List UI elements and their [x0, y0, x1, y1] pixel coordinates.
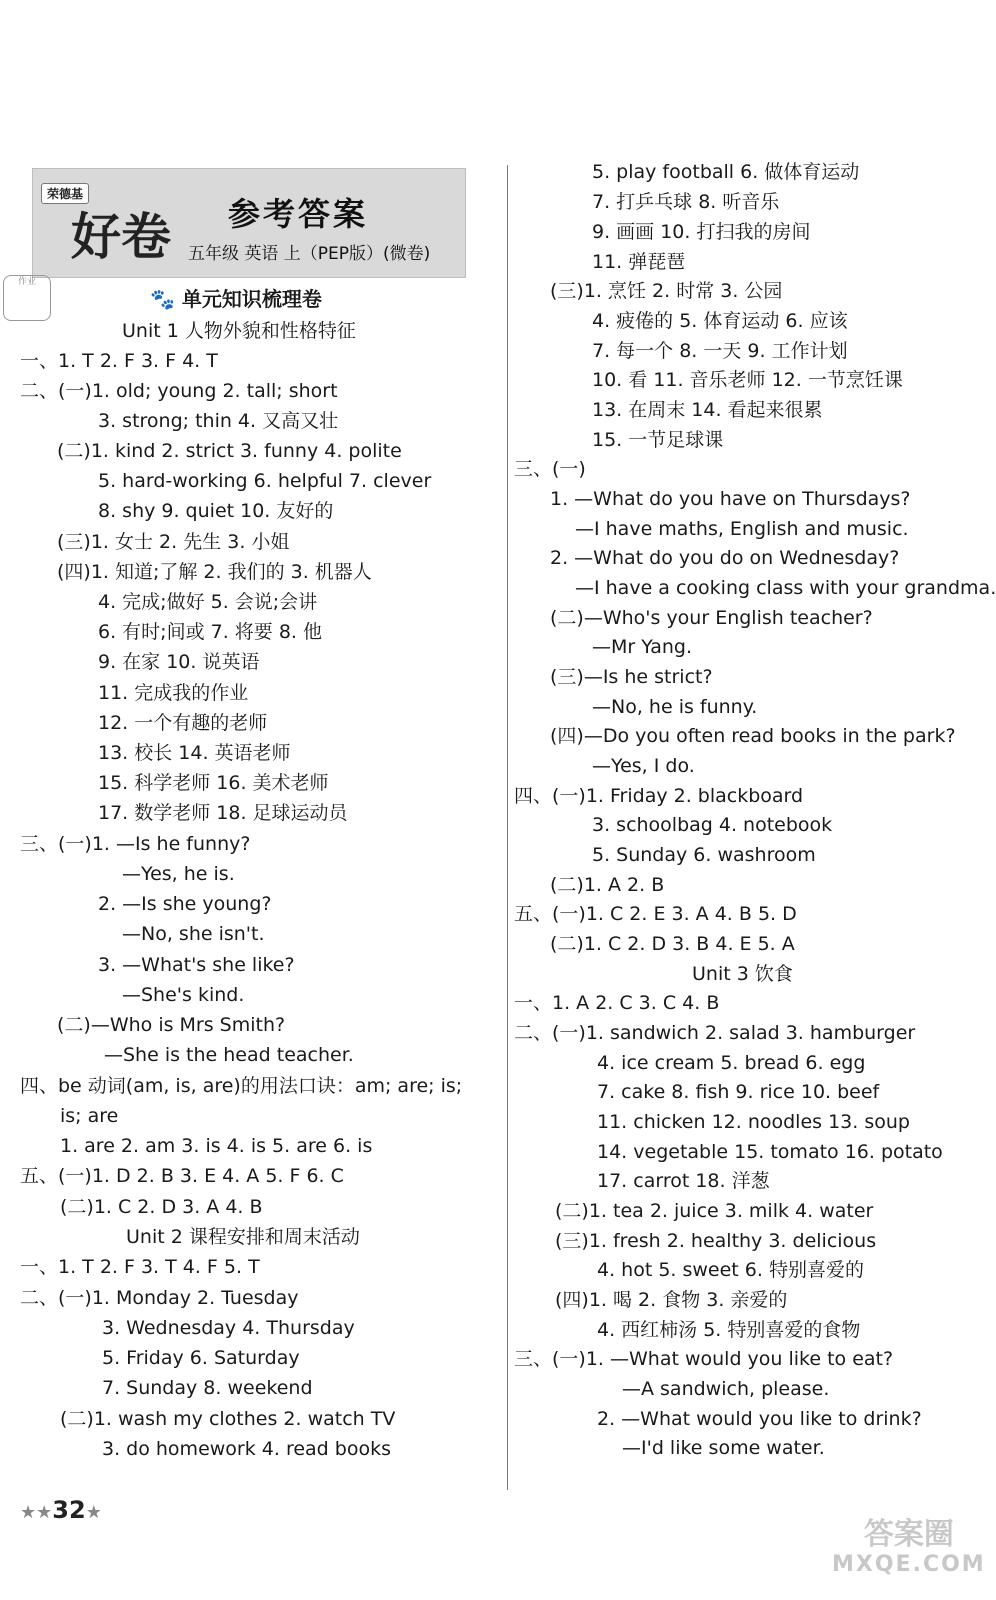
answer-line: (三)1. 女士 2. 先生 3. 小姐 [57, 531, 290, 553]
answer-line: (二)1. wash my clothes 2. watch TV [60, 1408, 396, 1430]
answer-line: 2. —What would you like to drink? [597, 1408, 922, 1430]
answer-line: 二、(一)1. Monday 2. Tuesday [20, 1287, 299, 1309]
answer-line: 9. 在家 10. 说英语 [98, 651, 260, 673]
answer-line: 5. Sunday 6. washroom [592, 844, 816, 866]
answer-line: 3. strong; thin 4. 又高又壮 [98, 410, 339, 432]
homework-stamp [3, 275, 51, 321]
answer-line: 1. —What do you have on Thursdays? [550, 488, 911, 510]
answer-line: 7. Sunday 8. weekend [102, 1377, 313, 1399]
answer-line: —I'd like some water. [622, 1437, 825, 1459]
answer-line: —Mr Yang. [592, 636, 693, 658]
answer-line: 2. —Is she young? [98, 893, 272, 915]
answer-line: 五、(一)1. C 2. E 3. A 4. B 5. D [514, 903, 797, 925]
answer-line: 三、(一)1. —Is he funny? [20, 833, 251, 855]
answer-line: 二、(一)1. old; young 2. tall; short [20, 380, 338, 402]
answer-line: 15. 一节足球课 [592, 429, 724, 451]
answer-line: 11. 弹琵琶 [592, 251, 686, 273]
star-icon: ★★ [20, 1502, 53, 1523]
answer-line: 11. 完成我的作业 [98, 682, 249, 704]
answer-line: 13. 校长 14. 英语老师 [98, 742, 291, 764]
answer-line: (二)—Who is Mrs Smith? [57, 1014, 286, 1036]
answer-line: 五、(一)1. D 2. B 3. E 4. A 5. F 6. C [20, 1165, 344, 1187]
answer-line: 17. carrot 18. 洋葱 [597, 1170, 770, 1192]
stamp-label: 作业 [17, 277, 36, 287]
answer-line: 二、(一)1. sandwich 2. salad 3. hamburger [514, 1022, 916, 1044]
section-title-text: 单元知识梳理卷 [181, 287, 322, 311]
answer-line: —No, he is funny. [592, 696, 758, 718]
page-subtitle: 五年级 英语 上（PEP版）(微卷) [188, 244, 431, 264]
answer-line: 三、(一)1. —What would you like to eat? [514, 1348, 894, 1370]
logo: 好卷 [71, 207, 171, 266]
answer-line: 17. 数学老师 18. 足球运动员 [98, 802, 348, 824]
column-divider [507, 165, 508, 1490]
answer-line: 5. hard-working 6. helpful 7. clever [98, 470, 432, 492]
answer-line: 4. 疲倦的 5. 体育运动 6. 应该 [592, 310, 848, 332]
answer-line: —I have a cooking class with your grandma. [575, 577, 996, 599]
answer-line: 一、1. A 2. C 3. C 4. B [514, 992, 720, 1014]
answer-line: —Yes, he is. [122, 863, 235, 885]
answer-line: 15. 科学老师 16. 美术老师 [98, 772, 329, 794]
answer-line: 12. 一个有趣的老师 [98, 712, 268, 734]
unit-2-heading: Unit 2 课程安排和周末活动 [126, 1226, 360, 1248]
answer-line: (三)—Is he strict? [550, 666, 713, 688]
watermark [832, 1517, 986, 1580]
unit-3-heading: Unit 3 饮食 [692, 963, 793, 985]
answer-line: 7. 每一个 8. 一天 9. 工作计划 [592, 340, 848, 362]
answer-line: 6. 有时;间或 7. 将要 8. 他 [98, 621, 322, 643]
answer-line: 5. play football 6. 做体育运动 [592, 161, 860, 183]
page-title: 参考答案 [228, 195, 369, 233]
answer-line: (二)1. C 2. D 3. B 4. E 5. A [550, 933, 795, 955]
answer-line: —She is the head teacher. [104, 1044, 354, 1066]
answer-line: 三、(一) [514, 458, 586, 480]
answer-line: 4. 完成;做好 5. 会说;会讲 [98, 591, 318, 613]
answer-line: 一、1. T 2. F 3. T 4. F 5. T [20, 1256, 260, 1278]
answer-line: 10. 看 11. 音乐老师 12. 一节烹饪课 [592, 369, 903, 391]
answer-line: (三)1. fresh 2. healthy 3. delicious [555, 1230, 877, 1252]
answer-line: (二)1. tea 2. juice 3. milk 4. water [555, 1200, 874, 1222]
watermark-sub: MXQE.COM [832, 1552, 986, 1577]
answer-line: 2. —What do you do on Wednesday? [550, 547, 900, 569]
answer-line: 11. chicken 12. noodles 13. soup [597, 1111, 910, 1133]
answer-line: 5. Friday 6. Saturday [102, 1347, 300, 1369]
answer-line: (二)—Who's your English teacher? [550, 607, 873, 629]
page-number-value: 32 [52, 1496, 86, 1524]
answer-line: 9. 画画 10. 打扫我的房间 [592, 221, 811, 243]
answer-key-banner [32, 168, 466, 278]
answer-line: 7. cake 8. fish 9. rice 10. beef [597, 1081, 880, 1103]
answer-line: (二)1. C 2. D 3. A 4. B [60, 1196, 263, 1218]
answer-line: 4. hot 5. sweet 6. 特别喜爱的 [597, 1259, 864, 1281]
answer-line: 14. vegetable 15. tomato 16. potato [597, 1141, 943, 1163]
answer-line: 4. 西红柿汤 5. 特别喜爱的食物 [597, 1319, 861, 1341]
answer-line: 8. shy 9. quiet 10. 友好的 [98, 500, 334, 522]
star-icon: ★ [85, 1502, 102, 1523]
brand-label: 荣德基 [41, 183, 89, 204]
answer-line: 3. schoolbag 4. notebook [592, 814, 833, 836]
answer-line: 4. ice cream 5. bread 6. egg [597, 1052, 866, 1074]
answer-line: 3. Wednesday 4. Thursday [102, 1317, 355, 1339]
answer-line: (四)1. 喝 2. 食物 3. 亲爱的 [555, 1289, 788, 1311]
answer-line: 13. 在周末 14. 看起来很累 [592, 399, 823, 421]
answer-line: (二)1. A 2. B [550, 874, 665, 896]
section-title [150, 288, 322, 310]
answer-line: 3. do homework 4. read books [102, 1438, 391, 1460]
answer-line: 一、1. T 2. F 3. F 4. T [20, 350, 218, 372]
paw-icon: 🐾 [150, 287, 182, 311]
answer-line: 3. —What's she like? [98, 954, 295, 976]
answer-line: (四)—Do you often read books in the park? [550, 725, 956, 747]
answer-line: (四)1. 知道;了解 2. 我们的 3. 机器人 [57, 561, 372, 583]
answer-line: —A sandwich, please. [622, 1378, 830, 1400]
answer-line: —She's kind. [122, 984, 245, 1006]
unit-1-heading: Unit 1 人物外貌和性格特征 [122, 320, 356, 342]
answer-line: —No, she isn't. [122, 923, 265, 945]
page-number [20, 1496, 102, 1524]
answer-line: —I have maths, English and music. [575, 518, 909, 540]
answer-line: (二)1. kind 2. strict 3. funny 4. polite [57, 440, 402, 462]
answer-line: 7. 打乒乓球 8. 听音乐 [592, 191, 780, 213]
watermark-main: 答案圈 [863, 1517, 954, 1552]
answer-line: (三)1. 烹饪 2. 时常 3. 公园 [550, 280, 783, 302]
answer-line: 四、(一)1. Friday 2. blackboard [514, 785, 804, 807]
answer-line: 1. are 2. am 3. is 4. is 5. are 6. is [60, 1135, 373, 1157]
answer-line: is; are [60, 1105, 119, 1127]
answer-line: —Yes, I do. [592, 755, 695, 777]
answer-line: 四、be 动词(am, is, are)的用法口诀：am; are; is; [20, 1075, 463, 1097]
